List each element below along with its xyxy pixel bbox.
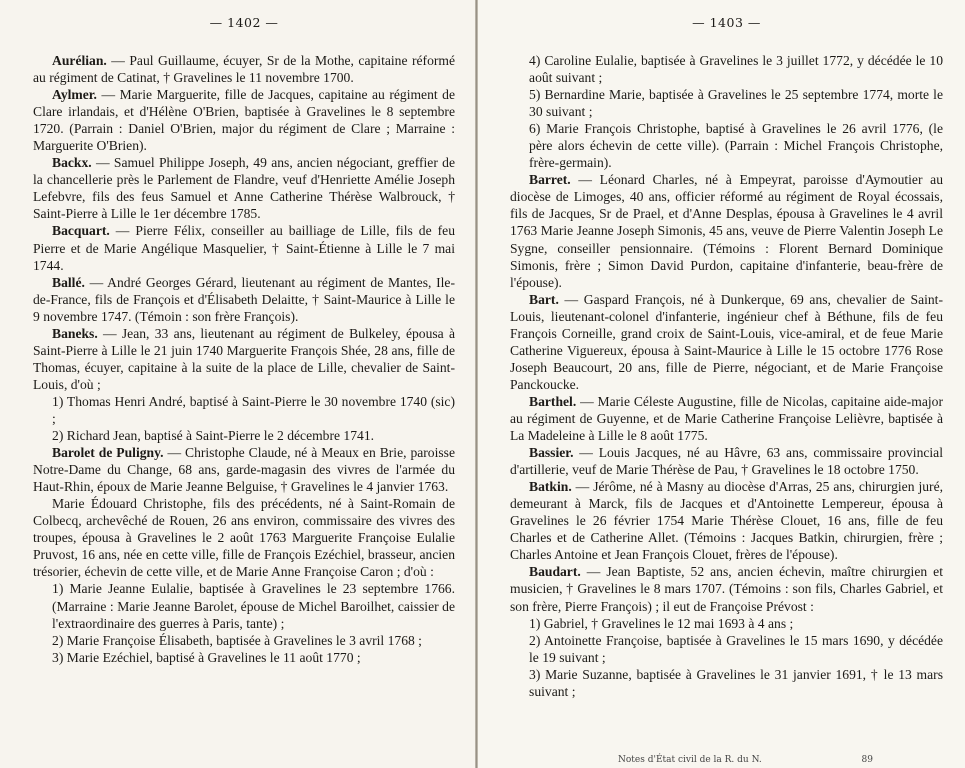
list-item: [510, 666, 943, 700]
entry-text: — Jean, 33 ans, lieutenant au régiment de Bulkeley, épousa à Saint-Pierre à Lille le 21 juin 1740 Marguerite François Shée, 28 ans, fille de Thomas, écuyer, capitaine à la suite de la place de Lille, chevalier de Saint-Louis, d'où ;: [33, 325, 455, 392]
list-item: [33, 580, 455, 631]
left-page: [0, 0, 475, 768]
list-item: [510, 632, 943, 666]
entry-list: [510, 52, 943, 700]
entry-surname: Baneks.: [52, 325, 98, 341]
entry-surname: Backx.: [52, 155, 92, 171]
entry-text: — Louis Jacques, né au Hâvre, 63 ans, commissaire provincial d'artillerie, veuf de Marie Thérèse de Pau, † Gravelines le 18 octobre 1750.: [510, 445, 943, 478]
entry-surname: Baudart.: [529, 564, 581, 580]
entry-text: 1) Thomas Henri André, baptisé à Saint-Pierre le 30 novembre 1740 (sic) ;: [52, 393, 455, 426]
entry-text: 5) Bernardine Marie, baptisée à Gravelines le 25 septembre 1774, morte le 30 suivant ;: [529, 87, 943, 120]
entry-surname: Batkin.: [529, 479, 572, 495]
list-item: [33, 393, 455, 427]
entry-text: — Jean Baptiste, 52 ans, ancien échevin, maître chirurgien et musicien, † Gravelines le 8 mars 1707. (Témoins : son fils, Charles Gabriel, et son frère, Pierre François) ; il eut de Françoise Prévost :: [510, 564, 943, 614]
entry: [33, 495, 455, 580]
entry: [510, 393, 943, 444]
entry-text: — Gaspard François, né à Dunkerque, 69 ans, chevalier de Saint-Louis, lieutenant-colonel d'infanterie, ingénieur chef à Béthune, fils de feu François Corneille, grand croix de Saint-Louis, vice-amiral, et de feue Marie Catherine Viguereux, épousa à Saint-Maurice à Lille le 15 octobre 1776 Rose Joseph Beaucourt, 20 ans, fille de Pierre, négociant, et de Marie Françoise Panckoucke.: [510, 291, 943, 392]
entry: [33, 86, 455, 154]
entry-text: 2) Richard Jean, baptisé à Saint-Pierre le 2 décembre 1741.: [52, 428, 375, 444]
entry-surname: Bacquart.: [52, 223, 110, 239]
right-page: [478, 0, 965, 768]
entry-surname: Barthel.: [529, 393, 577, 409]
entry-text: 6) Marie François Christophe, baptisé à Gravelines le 26 avril 1776, (le père alors échevin de cette ville). (Parrain : Michel François Christophe, frère-germain).: [529, 121, 943, 171]
entry: [510, 444, 943, 478]
entry-surname: Bassier.: [529, 445, 574, 461]
entry-surname: Ballé.: [52, 274, 85, 290]
entry-surname: Barret.: [529, 172, 571, 188]
entry-surname: Aurélian.: [52, 53, 107, 68]
entry-text: 3) Marie Ezéchiel, baptisé à Gravelines le 11 août 1770 ;: [52, 649, 361, 665]
entry: [510, 478, 943, 563]
entry-text: Marie Édouard Christophe, fils des précédents, né à Saint-Romain de Colbecq, archevêché de Rouen, 26 ans environ, commissaire des vivres des troupes, épousa à Gravelines le 2 août 1763 Marguerite Françoise Eulalie Pruvost, 16 ans, née en cette ville, fille de François Ezéchiel, brasseur, ancien trésorier, échevin de cette ville, et de Marie Anne Françoise Caron ; d'où :: [33, 496, 455, 580]
entry-text: — Marie Céleste Augustine, fille de Nicolas, capitaine aide-major au régiment de Guyenne, et de Marie Catherine Françoise Lelièvre, baptisée à La Madeleine à Lille le 8 août 1775.: [510, 393, 943, 444]
entry: [33, 444, 455, 495]
entry-text: — Christophe Claude, né à Meaux en Brie, paroisse Notre-Dame du Change, 68 ans, garde-magasin des vivres de l'armée du Haut-Rhin, époux de Marie Jeanne Belguise, † Gravelines le 4 janvier 1763.: [33, 445, 455, 495]
entry-text: 3) Marie Suzanne, baptisée à Gravelines le 31 janvier 1691, † le 13 mars suivant ;: [529, 666, 943, 699]
entry-text: — Léonard Charles, né à Empeyrat, paroisse d'Aymoutier au diocèse de Limoges, 40 ans, officier réformé au régiment de Royal écossais, fils de Jacques, Sr de Prael, et d'Anne Desplas, épousa à Gravelines le 4 avril 1763 Marie Jeanne Joseph Simonis, 45 ans, veuve de Pierre Valentin Joseph Le Sygne, conseiller pensionnaire. (Témoins : Florent Bernard Dominique Simonis, frère ; Simon David Purdon, capitaine d'infanterie, beau-frère de l'épouse).: [510, 172, 943, 290]
entry-text: — Jérôme, né à Masny au diocèse d'Arras, 25 ans, chirurgien juré, demeurant à Marck, fils de Jacques et d'Antoinette Lempereur, épousa à Gravelines le 26 février 1754 Marie Thérèse Clouet, 16 ans, fille de feu Charles et de Catherine Allet. (Témoins : Jacques Batkin, chirurgien, frère ; Charles Antoine et Jean François Clouet, frères de l'épouse).: [510, 479, 943, 563]
entry: [33, 154, 455, 222]
list-item: [510, 615, 943, 632]
list-item: [510, 52, 943, 86]
entry-surname: Bart.: [529, 291, 559, 307]
entry-text: — Samuel Philippe Joseph, 49 ans, ancien négociant, greffier de la chancellerie près le Parlement de Flandre, veuf d'Henriette Amélie Joseph Lefebvre, fils des feus Samuel et Anne Catherine Thérèse Walbrouck, † Saint-Pierre à Lille le 1er décembre 1785.: [33, 155, 455, 222]
entry-surname: Aylmer.: [52, 87, 97, 103]
page-number: — 1402 —: [209, 15, 279, 30]
entry-text: — André Georges Gérard, lieutenant au régiment de Mantes, Ile-de-France, fils de François et d'Élisabeth Delaitte, † Saint-Maurice à Lille le 9 novembre 1747. (Témoin : son frère François).: [33, 274, 455, 324]
entry: [510, 291, 943, 393]
entry-list: [33, 52, 455, 666]
entry: [510, 563, 943, 614]
footer-note: Notes d'État civil de la R. du N.: [618, 755, 762, 765]
entry: [33, 222, 455, 273]
entry-text: — Pierre Félix, conseiller au bailliage de Lille, fils de feu Pierre et de Marie Angélique Masquelier, † Saint-Étienne à Lille le 7 mai 1744.: [33, 223, 455, 273]
list-item: [33, 632, 455, 649]
entry-text: 2) Antoinette Françoise, baptisée à Gravelines le 15 mars 1690, y décédée le 19 suivant ;: [529, 632, 943, 665]
entry-text: 1) Gabriel, † Gravelines le 12 mai 1693 à 4 ans ;: [529, 615, 794, 631]
entry-text: 2) Marie Françoise Élisabeth, baptisée à Gravelines le 3 avril 1768 ;: [52, 632, 422, 648]
entry: [33, 274, 455, 325]
signature-number: 89: [861, 755, 873, 765]
list-item: [33, 649, 455, 666]
entry-surname: Barolet de Puligny.: [52, 445, 164, 461]
entry: [33, 52, 455, 86]
list-item: [510, 86, 943, 120]
list-item: [510, 120, 943, 171]
entry: [510, 171, 943, 290]
list-item: [33, 427, 455, 444]
entry-text: 4) Caroline Eulalie, baptisée à Gravelines le 3 juillet 1772, y décédée le 10 août suivant ;: [529, 53, 943, 86]
entry: [33, 325, 455, 393]
entry-text: 1) Marie Jeanne Eulalie, baptisée à Gravelines le 23 septembre 1766. (Marraine : Marie Jeanne Barolet, épouse de Michel Baroilhet, caissier de l'extraordinaire des guerres à Paris, tante) ;: [52, 581, 455, 631]
entry-text: — Paul Guillaume, écuyer, Sr de la Mothe, capitaine réformé au régiment de Catinat, † Gravelines le 11 novembre 1700.: [33, 53, 455, 86]
page-number: — 1403 —: [692, 15, 761, 30]
entry-text: — Marie Marguerite, fille de Jacques, capitaine au régiment de Clare irlandais, et d'Hélène O'Brien, baptisée à Gravelines le 8 septembre 1720. (Parrain : Daniel O'Brien, major du régiment de Clare ; Marraine : Marguerite O'Brien).: [33, 87, 455, 154]
page-footer: [510, 753, 943, 768]
